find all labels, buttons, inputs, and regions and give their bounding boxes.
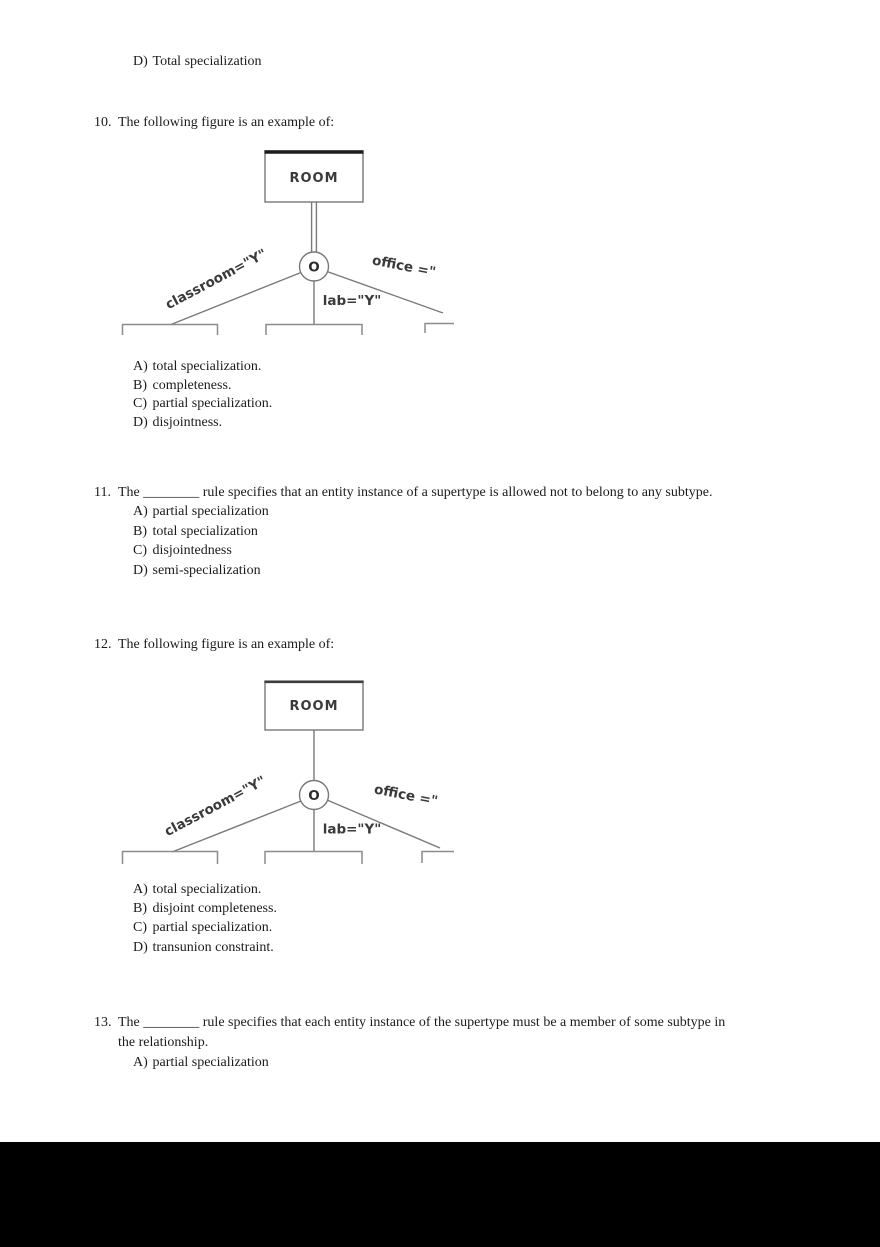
option-row: [133, 1053, 269, 1072]
question-12: [94, 635, 334, 654]
option-text: completeness.: [152, 378, 232, 393]
question-text: The ________ rule specifies that each entity instance of the supertype must be a member of some subtype in: [118, 1015, 726, 1030]
entity-label: ROOM: [289, 171, 339, 186]
question-text: The following figure is an example of:: [118, 637, 335, 652]
branch-label-office: office =": [370, 252, 438, 281]
er-diagram-figure-1: [120, 148, 455, 340]
question-number: 10.: [94, 115, 112, 130]
option-text: total specialization: [152, 524, 258, 539]
branch-label-lab: lab="Y": [322, 821, 382, 838]
option-row: [133, 938, 274, 957]
option-text: partial specialization.: [152, 396, 273, 411]
option-text: disjoint completeness.: [152, 901, 277, 916]
subtype-box-center: [265, 852, 362, 865]
option-row: [133, 880, 261, 899]
option-letter: A): [133, 504, 148, 519]
option-letter: C): [133, 920, 147, 935]
question-number: 13.: [94, 1015, 112, 1030]
option-letter: B): [133, 524, 147, 539]
question-number: 11.: [94, 485, 111, 500]
option-text: semi-specialization: [152, 563, 261, 578]
subtype-box-center: [266, 325, 362, 336]
option-text: disjointedness: [152, 543, 232, 558]
question-13: [94, 1013, 725, 1032]
bottom-black-bar: [0, 1142, 880, 1247]
option-letter: C): [133, 543, 147, 558]
option-text: partial specialization: [152, 504, 269, 519]
branch-label-classroom: classroom="Y": [161, 773, 269, 840]
option-text: disjointness.: [152, 415, 223, 430]
subtype-box-right: [425, 324, 454, 334]
option-letter: C): [133, 396, 147, 411]
er-diagram-figure-2: [120, 676, 455, 870]
option-row: [133, 413, 222, 432]
subtype-box-left: [123, 325, 218, 336]
option-row: [133, 541, 232, 560]
subtype-box-right: [422, 852, 454, 864]
overlap-circle-label: O: [308, 259, 320, 276]
option-text: total specialization.: [152, 882, 262, 897]
option-letter: A): [133, 359, 148, 374]
option-letter: B): [133, 378, 147, 393]
option-row: [133, 376, 231, 395]
option-letter: D): [133, 563, 148, 578]
question-10: [94, 113, 334, 132]
branch-label-lab: lab="Y": [322, 293, 382, 309]
option-letter: B): [133, 901, 147, 916]
option-letter: D): [133, 940, 148, 955]
option-row: [133, 357, 261, 376]
option-row: [133, 918, 272, 937]
question-text: The following figure is an example of:: [118, 115, 335, 130]
question-text: The ________ rule specifies that an entity instance of a supertype is allowed not to belong to any subtype.: [118, 485, 713, 500]
option-text: partial specialization.: [152, 920, 273, 935]
option-text: transunion constraint.: [152, 940, 274, 955]
option-text: partial specialization: [152, 1055, 269, 1070]
branch-label-classroom: classroom="Y": [162, 246, 270, 313]
option-text: Total specialization: [152, 54, 262, 69]
question-11: [94, 483, 712, 502]
option-row: [133, 561, 261, 580]
option-row: [133, 394, 272, 413]
option-text: total specialization.: [152, 359, 262, 374]
option-row: [133, 502, 269, 521]
option-row: [133, 522, 258, 541]
option-row: [133, 52, 262, 71]
option-letter: A): [133, 1055, 148, 1070]
option-row: [133, 899, 277, 918]
overlap-circle-label: O: [308, 788, 320, 804]
option-letter: A): [133, 882, 148, 897]
question-number: 12.: [94, 637, 112, 652]
option-letter: D): [133, 415, 148, 430]
branch-label-office: office =": [372, 781, 440, 810]
option-letter: D): [133, 54, 148, 69]
entity-label: ROOM: [289, 699, 339, 714]
subtype-box-left: [123, 852, 218, 865]
question-text-continued: the relationship.: [118, 1035, 209, 1050]
